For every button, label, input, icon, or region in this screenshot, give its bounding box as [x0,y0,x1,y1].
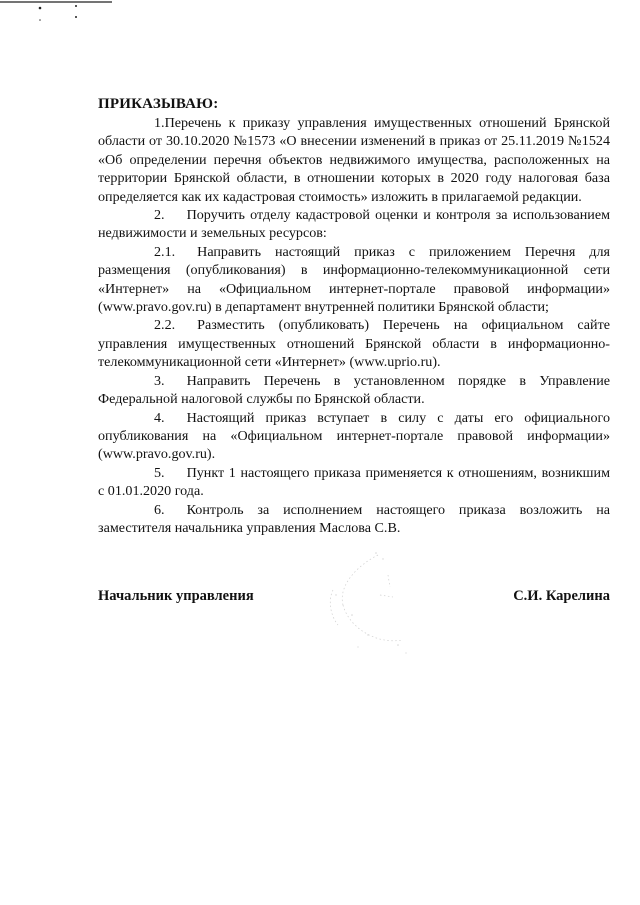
paragraph-2 [98,206,610,243]
paragraph-4 [98,409,610,464]
paragraph-1 [98,114,610,206]
signature-stamp-icon [318,545,428,665]
paragraph-number: 2.1. [154,243,176,260]
paragraph-number: 1. [154,115,165,131]
paragraph-6 [98,501,610,538]
paragraph-2-1 [98,243,610,317]
paragraph-text: Контроль за исполнением настоящего приказа возложить на заместителя начальника управления Маслова С.В. [98,501,610,536]
paragraph-text: Пункт 1 настоящего приказа применяется к отношениям, возникшим с 01.01.2020 года. [98,464,610,500]
paragraph-text: Перечень к приказу управления имущественных отношений Брянской области от 30.10.2020 №1573 «О внесении изменений в приказ от 25.11.2019 №1524 «Об определении перечня объектов недвижимого имущества, расположенных на территории Брянской области, в отношении которых в 2020 году налоговая база определяется как их кадастровая стоимость» изложить в прилагаемой редакции. [98,115,610,205]
paragraph-5 [98,464,610,501]
paragraph-text: Направить Перечень в установленном порядке в Управление Федеральной налоговой службы по Брянской области. [98,372,610,408]
paragraph-3 [98,372,610,409]
paragraph-text: Поручить отделу кадастровой оценки и контроля за использованием недвижимости и земельных ресурсов: [98,207,610,242]
paragraph-number: 5. [154,464,165,481]
signature-position: Начальник управления [98,588,254,604]
corner-marks-icon [0,0,130,30]
signature-name: С.И. Карелина [513,588,610,604]
paragraph-number: 3. [154,372,165,389]
paragraph-number: 6. [154,501,165,518]
paragraph-2-2 [98,316,610,371]
paragraph-text: Разместить (опубликовать) Перечень на официальном сайте управления имущественных отношений Брянской области в информационно-телекоммуникационной сети «Интернет» (www.uprio.ru). [98,317,610,371]
paragraph-number: 2.2. [154,317,176,334]
order-body [98,114,610,537]
paragraph-number: 2. [154,207,165,224]
paragraph-number: 4. [154,409,165,426]
paragraph-text: Настоящий приказ вступает в силу с даты его официального опубликования на «Официальном интернет-портале правовой информации» (www.pravo.gov.ru). [98,409,610,463]
paragraph-text: Направить настоящий приказ с приложением Перечня для размещения (опубликования) в информационно-телекоммуникационной сети «Интернет» на «Официальном интернет-портале правовой информации» (www.pravo.gov.ru) в департамент внутренней политики Брянской области; [98,243,610,316]
order-heading: ПРИКАЗЫВАЮ: [98,96,219,112]
